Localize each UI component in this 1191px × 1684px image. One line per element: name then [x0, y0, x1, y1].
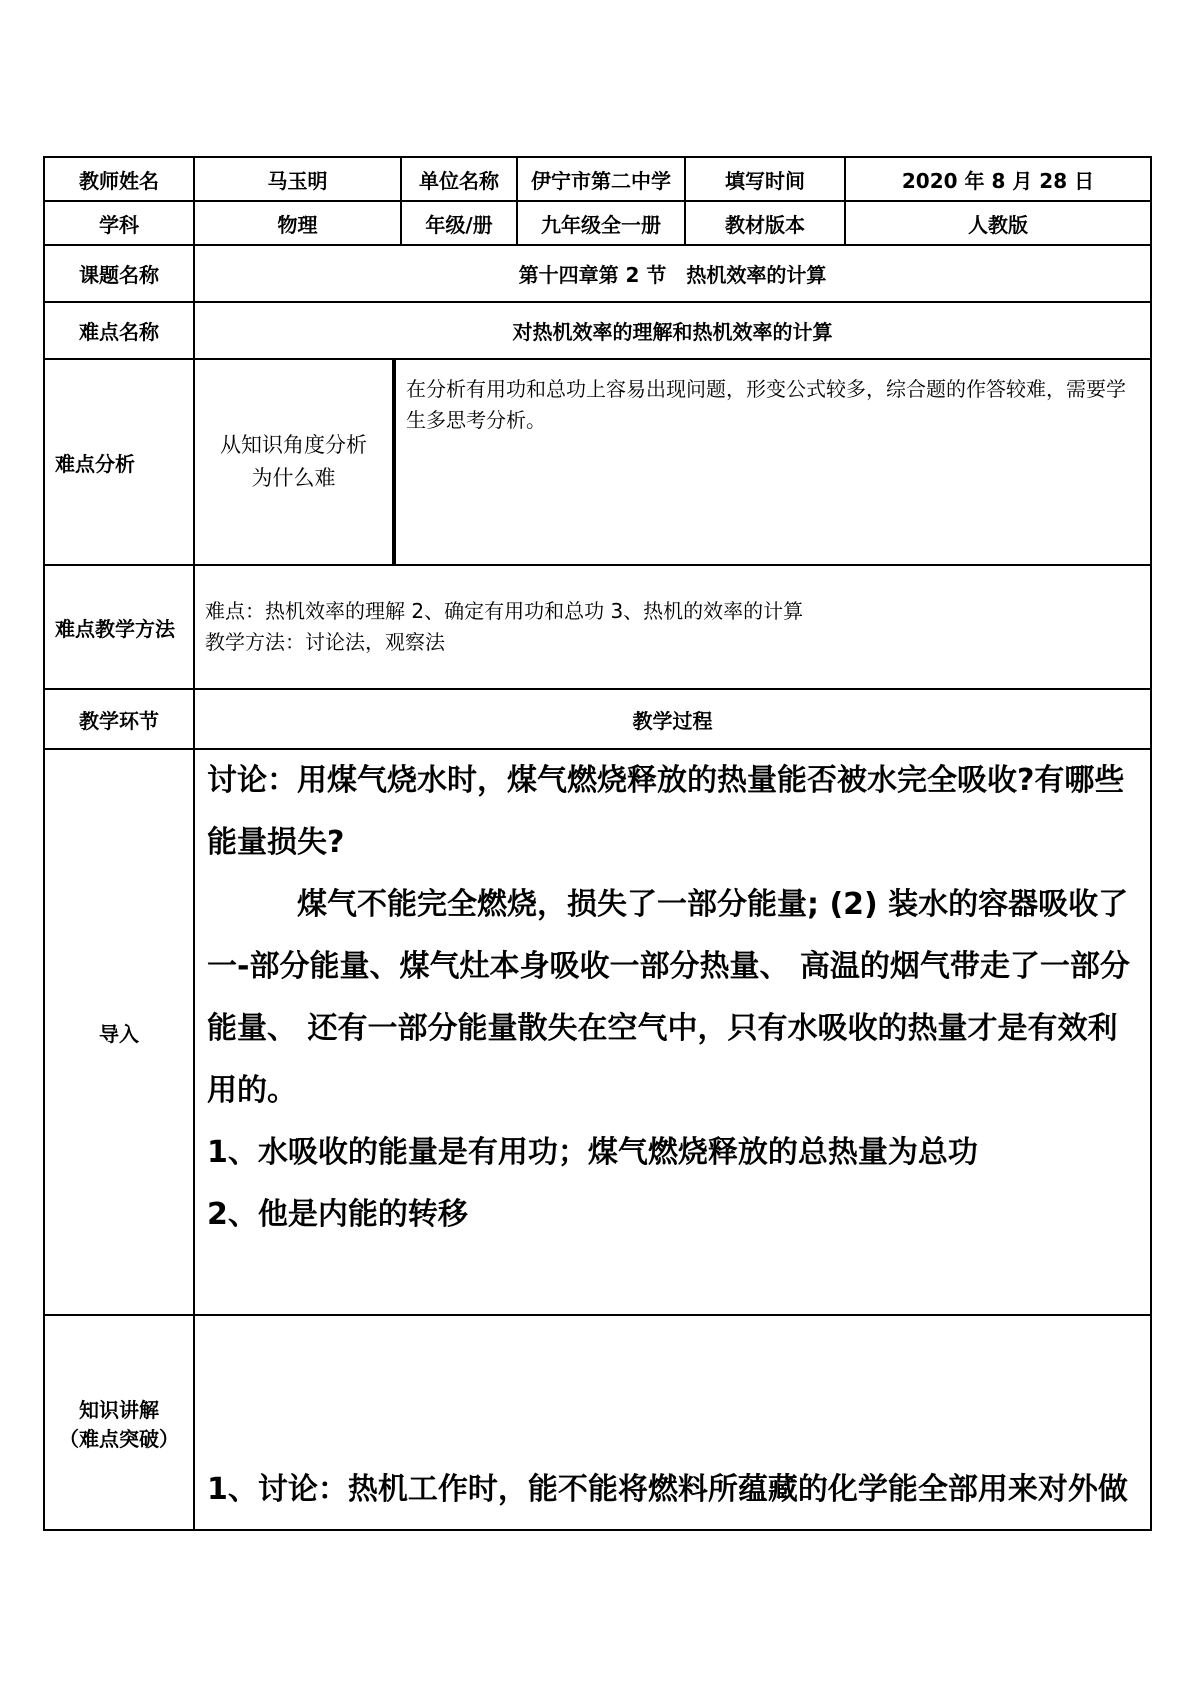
teaching-step-label: 教学环节: [44, 689, 194, 749]
grade-value: 九年级全一册: [517, 201, 685, 245]
knowledge-discussion-text: 1、讨论：热机工作时，能不能将燃料所蕴藏的化学能全部用来对外做: [207, 1472, 1128, 1507]
analysis-sub-label: 从知识角度分析为什么难: [194, 359, 394, 565]
fill-date-value: 2020 年 8 月 28 日: [845, 157, 1151, 201]
header-row-1: [44, 157, 1151, 201]
intro-discussion-question: 讨论：用煤气烧水时，煤气燃烧释放的热量能否被水完全吸收?有哪些能量损失?: [207, 763, 1125, 860]
subject-value: 物理: [194, 201, 401, 245]
lesson-plan-table: [43, 156, 1152, 1531]
unit-name-label: 单位名称: [401, 157, 517, 201]
difficulty-value: 对热机效率的理解和热机效率的计算: [194, 302, 1151, 359]
topic-value: 第十四章第 2 节 热机效率的计算: [194, 245, 1151, 302]
difficulty-label: 难点名称: [44, 302, 194, 359]
knowledge-label-line1: 知识讲解: [79, 1397, 159, 1422]
teacher-name-value: 马玉明: [194, 157, 401, 201]
knowledge-row: [44, 1315, 1151, 1530]
edition-label: 教材版本: [685, 201, 845, 245]
grade-label: 年级/册: [401, 201, 517, 245]
topic-row: [44, 245, 1151, 302]
topic-label: 课题名称: [44, 245, 194, 302]
method-row: [44, 565, 1151, 689]
intro-point-1: 1、水吸收的能量是有用功；煤气燃烧释放的总热量为总功: [207, 1135, 978, 1170]
intro-content: [194, 749, 1151, 1315]
knowledge-label: [44, 1315, 194, 1530]
lesson-plan-sheet: [43, 156, 1150, 1531]
teaching-process-label: 教学过程: [194, 689, 1151, 749]
intro-point-2: 2、他是内能的转移: [207, 1197, 468, 1232]
analysis-content: 在分析有用功和总功上容易出现问题，形变公式较多，综合题的作答较难，需要学生多思考分析。: [394, 359, 1151, 565]
teacher-name-label: 教师姓名: [44, 157, 194, 201]
edition-value: 人教版: [845, 201, 1151, 245]
difficulty-row: [44, 302, 1151, 359]
analysis-row: [44, 359, 1151, 565]
knowledge-label-line2: （难点突破）: [59, 1426, 179, 1451]
method-label: 难点教学方法: [44, 565, 194, 689]
intro-energy-loss-answer: 煤气不能完全燃烧，损失了一部分能量; (2) 装水的容器吸收了一-部分能量、煤气灶本身吸收一部分热量、 高温的烟气带走了一部分能量、 还有一部分能量散失在空气中，只有水吸收的热量才是有效利用的。: [207, 887, 1130, 1108]
knowledge-content: [194, 1315, 1151, 1530]
analysis-label: 难点分析: [44, 359, 194, 565]
intro-label: 导入: [44, 749, 194, 1315]
method-approach-line: 教学方法：讨论法，观察法: [205, 630, 445, 654]
header-row-2: [44, 201, 1151, 245]
subject-label: 学科: [44, 201, 194, 245]
process-header-row: [44, 689, 1151, 749]
method-content: [194, 565, 1151, 689]
unit-name-value: 伊宁市第二中学: [517, 157, 685, 201]
fill-date-label: 填写时间: [685, 157, 845, 201]
intro-row: [44, 749, 1151, 1315]
method-difficulty-line: 难点：热机效率的理解 2、确定有用功和总功 3、热机的效率的计算: [205, 599, 804, 623]
